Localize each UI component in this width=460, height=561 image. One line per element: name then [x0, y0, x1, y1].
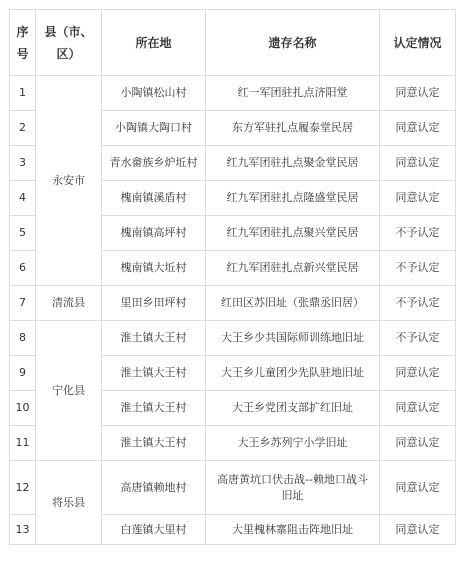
header-status: 认定情况 [380, 10, 456, 76]
cell-location: 小陶镇大陶口村 [102, 111, 206, 146]
table-row [10, 76, 456, 111]
cell-county: 将乐县 [36, 461, 102, 545]
cell-site: 东方军驻扎点履泰堂民居 [206, 111, 380, 146]
table-row [10, 461, 456, 515]
cell-location: 里田乡田坪村 [102, 286, 206, 321]
cell-site: 红九军团驻扎点新兴堂民居 [206, 251, 380, 286]
cell-site: 大王乡少共国际师训练地旧址 [206, 321, 380, 356]
cell-county: 宁化县 [36, 321, 102, 461]
cell-status: 同意认定 [380, 426, 456, 461]
cell-seq: 3 [10, 146, 36, 181]
cell-status: 不予认定 [380, 251, 456, 286]
cell-location: 淮土镇大王村 [102, 391, 206, 426]
cell-site: 红九军团驻扎点聚金堂民居 [206, 146, 380, 181]
table-row [10, 286, 456, 321]
header-county: 县（市、区） [36, 10, 102, 76]
cell-seq: 6 [10, 251, 36, 286]
heritage-table [9, 9, 456, 545]
cell-seq: 2 [10, 111, 36, 146]
cell-location: 槐南镇大坵村 [102, 251, 206, 286]
cell-location: 淮土镇大王村 [102, 356, 206, 391]
cell-status: 同意认定 [380, 76, 456, 111]
cell-status: 同意认定 [380, 146, 456, 181]
cell-county: 清流县 [36, 286, 102, 321]
cell-site: 红一军团驻扎点济阳堂 [206, 76, 380, 111]
cell-seq: 4 [10, 181, 36, 216]
cell-site: 红田区苏旧址（张鼎丞旧居） [206, 286, 380, 321]
cell-site: 红九军团驻扎点隆盛堂民居 [206, 181, 380, 216]
cell-seq: 13 [10, 515, 36, 545]
cell-location: 淮土镇大王村 [102, 321, 206, 356]
cell-status: 同意认定 [380, 515, 456, 545]
cell-status: 不予认定 [380, 321, 456, 356]
cell-status: 同意认定 [380, 111, 456, 146]
cell-site: 大里槐林寨阻击阵地旧址 [206, 515, 380, 545]
cell-location: 槐南镇高坪村 [102, 216, 206, 251]
header-seq: 序号 [10, 10, 36, 76]
cell-status: 同意认定 [380, 181, 456, 216]
header-site: 遗存名称 [206, 10, 380, 76]
cell-seq: 9 [10, 356, 36, 391]
table-row [10, 321, 456, 356]
header-location: 所在地 [102, 10, 206, 76]
cell-status: 同意认定 [380, 461, 456, 515]
cell-status: 不予认定 [380, 216, 456, 251]
cell-location: 淮土镇大王村 [102, 426, 206, 461]
cell-site: 大王乡苏列宁小学旧址 [206, 426, 380, 461]
cell-site: 红九军团驻扎点聚兴堂民居 [206, 216, 380, 251]
cell-location: 槐南镇溪盾村 [102, 181, 206, 216]
cell-site: 大王乡儿童团少先队驻地旧址 [206, 356, 380, 391]
cell-location: 小陶镇松山村 [102, 76, 206, 111]
cell-seq: 10 [10, 391, 36, 426]
cell-seq: 1 [10, 76, 36, 111]
cell-seq: 11 [10, 426, 36, 461]
cell-status: 不予认定 [380, 286, 456, 321]
header-row [10, 10, 456, 76]
cell-seq: 12 [10, 461, 36, 515]
cell-location: 白莲镇大里村 [102, 515, 206, 545]
cell-seq: 5 [10, 216, 36, 251]
cell-seq: 7 [10, 286, 36, 321]
cell-seq: 8 [10, 321, 36, 356]
cell-status: 同意认定 [380, 391, 456, 426]
cell-site: 高唐黄坑口伏击战--赖地口战斗旧址 [206, 461, 380, 515]
cell-status: 同意认定 [380, 356, 456, 391]
cell-location: 青水畲族乡炉坵村 [102, 146, 206, 181]
cell-site: 大王乡党团支部扩红旧址 [206, 391, 380, 426]
cell-location: 高唐镇赖地村 [102, 461, 206, 515]
cell-county: 永安市 [36, 76, 102, 286]
